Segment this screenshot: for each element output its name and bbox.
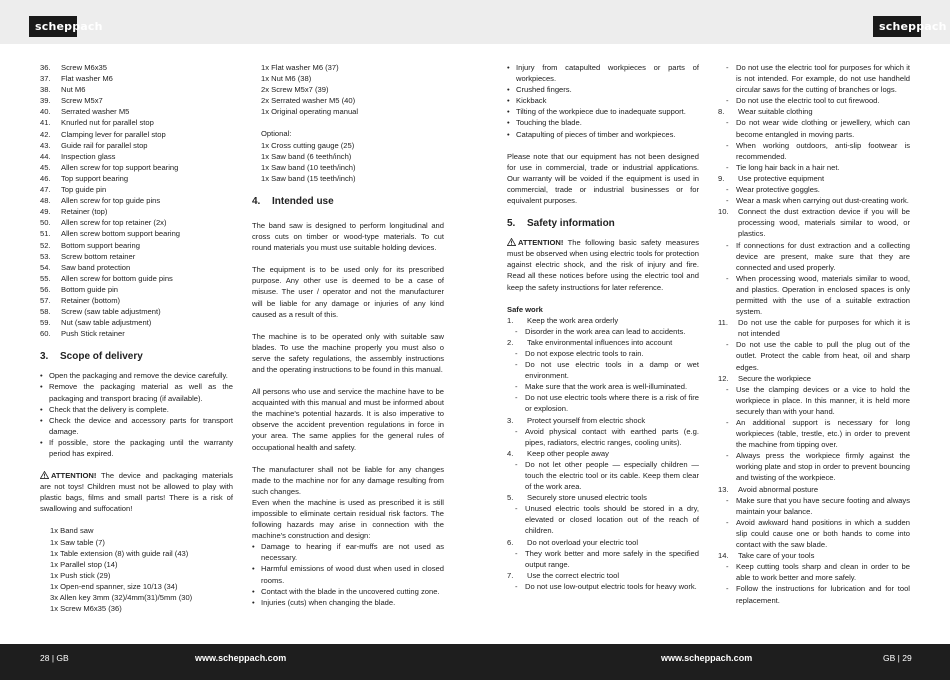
part-number: 55. <box>40 273 51 283</box>
commercial-use-note: Please note that our equipment has not been designed for use in commercial, trade or industrial applications. Our warranty will be voided if the equipment is used in commercial, trade or industrial businesses or for equivalent purposes. <box>507 151 699 206</box>
safety-rule <box>507 570 699 581</box>
part-number: 43. <box>40 140 51 150</box>
safety-rule-number: 10. <box>718 207 729 217</box>
delivery-list-continued <box>252 62 444 117</box>
hazard-item: • Touching the blade. <box>507 117 699 128</box>
scope-bullet: • Remove the packaging material as well as the packaging and transport bracing (if available). <box>40 381 233 403</box>
hazard-item: • Damage to hearing if ear-muffs are not used as necessary. <box>252 541 444 563</box>
safety-rule <box>507 448 699 459</box>
parts-list-item <box>40 317 233 328</box>
part-number: 47. <box>40 185 51 195</box>
safety-rule-number: 6. <box>507 537 514 547</box>
delivery-item: 1x Table extension (8) with guide rail (43) <box>50 548 189 558</box>
part-number: 45. <box>40 162 51 172</box>
safety-rule <box>507 537 699 548</box>
part-name: Bottom guide pin <box>61 284 118 294</box>
scope-bullet-list <box>40 370 233 459</box>
delivery-item: 1x Nut M6 (38) <box>261 74 312 84</box>
parts-list-item <box>40 262 233 273</box>
parts-list-item <box>40 106 233 117</box>
parts-list-item <box>40 117 233 128</box>
safety-rule <box>507 492 699 503</box>
parts-list-item <box>40 284 233 295</box>
column-4 <box>718 62 910 606</box>
safety-rule-title: Do not use the cable for purposes for which it is not intended <box>738 318 910 339</box>
safety-rule <box>718 106 910 117</box>
delivery-item: 1x Saw table (7) <box>50 537 105 547</box>
footer-bar <box>0 644 950 680</box>
part-name: Top guide pin <box>61 185 107 195</box>
column-1 <box>40 62 233 614</box>
hazard-item: • Harmful emissions of wood dust when used in closed rooms. <box>252 563 444 585</box>
safety-rule-title: Protect yourself from electric shock <box>527 415 646 425</box>
part-name: Allen screw for top guide pins <box>61 196 161 206</box>
part-number: 48. <box>40 196 51 206</box>
part-name: Flat washer M6 <box>61 74 113 84</box>
footer-url-left[interactable]: www.scheppach.com <box>195 653 287 663</box>
warning-icon <box>40 471 49 479</box>
safety-rule-title: Do not overload your electric tool <box>527 537 639 547</box>
column-3 <box>507 62 699 592</box>
safety-rule-number: 7. <box>507 570 514 580</box>
safety-rule <box>718 206 910 239</box>
safety-rule-number: 11. <box>718 318 728 328</box>
safety-rule-number: 9. <box>718 173 725 183</box>
part-name: Screw M5x7 <box>61 96 103 106</box>
safety-rule <box>507 337 699 348</box>
parts-list-item <box>40 195 233 206</box>
parts-list-item <box>40 184 233 195</box>
part-number: 46. <box>40 173 51 183</box>
part-number: 50. <box>40 218 51 228</box>
hazard-item: • Tilting of the workpiece due to inadequate support. <box>507 106 699 117</box>
safety-rule-title: Securely store unused electric tools <box>527 493 647 503</box>
intended-paragraph-1: The band saw is designed to perform longitudinal and cross cuts on timber or wood-type materials. To cut round materials you must use suitable holding devices. <box>252 220 444 253</box>
safety-rule-number: 5. <box>507 493 514 503</box>
safety-rule-detail: - Unused electric tools should be stored in a dry, elevated or closed location out of the reach of children. <box>507 503 699 536</box>
part-number: 36. <box>40 63 51 72</box>
optional-item: 1x Saw band (15 teeth/inch) <box>261 173 356 183</box>
hazard-item: • Kickback <box>507 95 699 106</box>
scheppach-logo-left: scheppach <box>29 16 77 37</box>
safety-rule-detail: - Wear protective goggles. <box>718 184 910 195</box>
delivery-item: 1x Band saw <box>50 526 94 536</box>
safety-rule-detail: - When processing wood, materials similar to wood, and plastics. Operation in enclosed spaces is only permitted with the use of a suitable extraction system. <box>718 273 910 317</box>
part-number: 57. <box>40 295 51 305</box>
attention-notice: ATTENTION! The device and packaging materials are not toys! Children must not be allowed to play with plastic bags, films and small parts! There is a risk of swallowing and suffocation! <box>40 471 233 514</box>
parts-list <box>40 62 233 339</box>
delivery-item: 1x Flat washer M6 (37) <box>261 63 339 72</box>
delivery-item: 1x Open-end spanner, size 10/13 (34) <box>50 581 178 591</box>
intended-paragraph-6: Even when the machine is used as prescribed it is still impossible to eliminate certain residual risk factors. The following hazards may arise in connection with the machine's construction and design: <box>252 497 444 541</box>
safety-rule-title: Keep other people away <box>527 448 609 458</box>
parts-list-item <box>40 140 233 151</box>
hazard-item: • Injury from catapulted workpieces or parts of workpieces. <box>507 62 699 84</box>
scope-bullet: • Open the packaging and remove the device carefully. <box>40 370 233 381</box>
safety-rule <box>718 373 910 384</box>
part-name: Allen screw for top support bearing <box>61 162 179 172</box>
intended-paragraph-3: The machine is to be operated only with suitable saw blades. To use the machine properly you must also o serve the safety regulations, the assembly instructions and the operating instructions to be found in this manual. <box>252 331 444 374</box>
delivery-item: 1x Push stick (29) <box>50 570 111 580</box>
part-name: Nut M6 <box>61 85 86 95</box>
part-number: 53. <box>40 251 51 261</box>
scheppach-logo-right: scheppach <box>873 16 921 37</box>
safety-rule-list-continued <box>718 106 910 605</box>
section-heading-safety: 5. Safety information <box>507 218 615 230</box>
delivery-list <box>40 525 233 614</box>
safety-rule-title: Keep the work area orderly <box>527 315 619 325</box>
intended-paragraph-2: The equipment is to be used only for its prescribed purpose. Any other use is deemed to be a case of misuse. The user / operator and not the manufacturer will be liable for any damage or injuries of any kind caused as a result of this. <box>252 265 444 319</box>
parts-list-item <box>40 84 233 95</box>
optional-item: 1x Cross cutting gauge (25) <box>261 140 355 150</box>
parts-list-item <box>40 306 233 317</box>
safety-rule-number: 1. <box>507 315 514 325</box>
part-name: Retainer (bottom) <box>61 295 121 305</box>
safety-rule-detail: - Do not use the electric tool for purposes for which it is not intended. For example, do not use handheld circular saws for the cutting of branches or logs. <box>718 62 910 95</box>
delivery-item: 1x Screw M6x35 (36) <box>50 604 122 614</box>
part-number: 38. <box>40 85 51 95</box>
part-name: Inspection glass <box>61 151 116 161</box>
safety-rule-number: 14. <box>718 551 729 561</box>
safety-rule-title: Secure the workpiece <box>738 373 812 383</box>
safety-rule-title: Wear suitable clothing <box>738 107 813 117</box>
safety-rule-detail: - Make sure that the work area is well-illuminated. <box>507 381 699 392</box>
delivery-item: 1x Parallel stop (14) <box>50 559 118 569</box>
safety-rule <box>718 550 910 561</box>
safety-rule-title: Connect the dust extraction device if you will be processing wood, materials similar to wood, or plastics. <box>738 207 910 239</box>
safety-rule-number: 8. <box>718 107 725 117</box>
delivery-item: 2x Screw M5x7 (39) <box>261 85 329 95</box>
hazard-item: • Contact with the blade in the uncovered cutting zone. <box>252 586 444 597</box>
safety-rule-detail: - Follow the instructions for lubrication and for tool replacement. <box>718 583 910 605</box>
part-number: 37. <box>40 74 51 84</box>
part-number: 39. <box>40 96 51 106</box>
safety-rule-detail: - Do not use low-output electric tools for heavy work. <box>507 581 699 592</box>
part-number: 40. <box>40 107 51 117</box>
scope-bullet: • Check the device and accessory parts for transport damage. <box>40 415 233 437</box>
parts-list-item <box>40 73 233 84</box>
parts-list-item <box>40 251 233 262</box>
part-name: Saw band protection <box>61 262 131 272</box>
safety-attention-notice: ATTENTION! The following basic safety measures must be observed when using electric tools for protection against electric shock, and the risk of injury and fire. Read all these notices before using the electric tool and keep the safety instructions for later reference. <box>507 238 699 292</box>
part-number: 41. <box>40 118 51 128</box>
optional-item: 1x Saw band (10 teeth/inch) <box>261 162 356 172</box>
part-number: 59. <box>40 318 51 328</box>
safety-rule-detail: - Tie long hair back in a hair net. <box>718 162 910 173</box>
safety-rule-detail: - Always press the workpiece firmly against the working plate and stop in order to prevent bouncing and twisting of the workpiece. <box>718 450 910 483</box>
safety-rule-number: 4. <box>507 448 514 458</box>
part-name: Serrated washer M5 <box>61 107 130 117</box>
hazard-item: • Injuries (cuts) when changing the blade. <box>252 597 444 608</box>
safety-rule-detail: - An additional support is necessary for long workpieces (table, trestle, etc.) in order to prevent the machine from tipping over. <box>718 417 910 450</box>
safety-rule <box>718 317 910 339</box>
parts-list-item <box>40 273 233 284</box>
safety-rule <box>718 484 910 495</box>
part-number: 44. <box>40 151 51 161</box>
delivery-item: 1x Original operating manual <box>261 107 359 117</box>
safety-rule-detail: - Avoid physical contact with earthed parts (e.g. pipes, radiators, electric ranges, cooling units). <box>507 426 699 448</box>
part-name: Allen screw for bottom guide pins <box>61 273 173 283</box>
header-band <box>0 0 950 44</box>
safety-rule-detail: - Do not use electric tools in a damp or wet environment. <box>507 359 699 381</box>
safety-rule-number: 13. <box>718 484 729 494</box>
parts-list-item <box>40 129 233 140</box>
part-name: Nut (saw table adjustment) <box>61 318 152 328</box>
part-number: 54. <box>40 262 51 272</box>
safety-rule-detail: - Disorder in the work area can lead to accidents. <box>507 326 699 337</box>
safety-rule-list-lead <box>718 62 910 106</box>
safe-work-heading: Safe work <box>507 304 543 314</box>
optional-label: Optional: <box>261 129 292 139</box>
safety-rule-number: 2. <box>507 337 514 347</box>
safety-rule <box>507 415 699 426</box>
parts-list-item <box>40 217 233 228</box>
safety-rule-detail: - Do not use the cable to pull the plug out of the outlet. Protect the cable from heat, oil and sharp edges. <box>718 339 910 372</box>
part-name: Top support bearing <box>61 173 129 183</box>
parts-list-item <box>40 228 233 239</box>
intended-paragraph-5: The manufacturer shall not be liable for any changes made to the machine nor for any damage resulting from such changes. <box>252 464 444 496</box>
part-name: Bottom support bearing <box>61 240 140 250</box>
part-number: 49. <box>40 207 51 217</box>
scope-bullet: • If possible, store the packaging until the warranty period has expired. <box>40 437 233 459</box>
safety-rule-number: 12. <box>718 373 729 383</box>
part-name: Retainer (top) <box>61 207 108 217</box>
page-number-right: GB | 29 <box>883 653 912 663</box>
parts-list-item <box>40 328 233 339</box>
safety-rule-title: Avoid abnormal posture <box>738 484 819 494</box>
safety-rule-detail: - Do not use electric tools where there is a risk of fire or explosion. <box>507 392 699 414</box>
part-number: 60. <box>40 329 51 339</box>
part-name: Allen screw for top retainer (2x) <box>61 218 167 228</box>
safety-rule-detail: - Use the clamping devices or a vice to hold the workpiece in place. In this manner, it is held more securely than with your hand. <box>718 384 910 417</box>
section-heading-intended-use: 4. Intended use <box>252 195 334 207</box>
safety-rule-detail: - If connections for dust extraction and a collecting device are present, make sure that they are connected and used properly. <box>718 240 910 273</box>
parts-list-item <box>40 151 233 162</box>
safety-rule <box>507 315 699 326</box>
safety-rule-detail: - Do not expose electric tools to rain. <box>507 348 699 359</box>
safety-rule-title: Use the correct electric tool <box>527 570 620 580</box>
parts-list-item <box>40 173 233 184</box>
hazard-item: • Catapulting of pieces of timber and workpieces. <box>507 129 699 140</box>
part-name: Allen screw bottom support bearing <box>61 229 181 239</box>
safety-rule-detail: - When working outdoors, anti-slip footwear is recommended. <box>718 140 910 162</box>
scope-bullet: • Check that the delivery is complete. <box>40 404 233 415</box>
parts-list-item <box>40 240 233 251</box>
part-name: Push Stick retainer <box>61 329 125 339</box>
parts-list-item <box>40 95 233 106</box>
safety-rule-detail: - Do not use the electric tool to cut firewood. <box>718 95 910 106</box>
hazard-list-continued <box>507 62 699 140</box>
part-number: 52. <box>40 240 51 250</box>
parts-list-item <box>40 295 233 306</box>
safety-rule-detail: - Wear a mask when carrying out dust-creating work. <box>718 195 910 206</box>
safety-rule-title: Take environmental influences into account <box>527 337 673 347</box>
safety-rule-detail: - Avoid awkward hand positions in which a sudden slip could cause one or both hands to come into contact with the saw blade. <box>718 517 910 550</box>
safety-rule-number: 3. <box>507 415 514 425</box>
safety-rule-detail: - Do not let other people — especially children — touch the electric tool or its cable. Keep them clear of the work area. <box>507 459 699 492</box>
section-heading-scope: 3. Scope of delivery <box>40 351 143 363</box>
optional-item: 1x Saw band (6 teeth/inch) <box>261 151 352 161</box>
delivery-item: 2x Serrated washer M5 (40) <box>261 96 356 106</box>
page-number-left: 28 | GB <box>40 653 69 663</box>
optional-list <box>252 140 444 184</box>
parts-list-item <box>40 206 233 217</box>
warning-icon <box>507 238 516 246</box>
part-name: Screw (saw table adjustment) <box>61 307 161 317</box>
part-number: 42. <box>40 129 51 139</box>
safety-rule-title: Use protective equipment <box>738 173 825 183</box>
part-name: Knurled nut for parallel stop <box>61 118 154 128</box>
safety-rule-detail: - Do not wear wide clothing or jewellery, which can become entangled in moving parts. <box>718 117 910 139</box>
part-number: 58. <box>40 307 51 317</box>
part-number: 51. <box>40 229 51 239</box>
safety-rule-detail: - Keep cutting tools sharp and clean in order to be able to work better and more safely. <box>718 561 910 583</box>
part-number: 56. <box>40 284 51 294</box>
part-name: Clamping lever for parallel stop <box>61 129 166 139</box>
hazard-list <box>252 541 444 608</box>
delivery-item: 3x Allen key 3mm (32)/4mm(31)/5mm (30) <box>50 593 193 603</box>
part-name: Screw M6x35 <box>61 63 108 72</box>
intended-paragraph-4: All persons who use and service the machine have to be acquainted with this manual and must be informed about the machine's potential hazards. It is also imperative to observe the accident prevention regulations in force in your area. The same applies for the general rules of occupational health and safety. <box>252 387 444 452</box>
safety-rule-detail: - Make sure that you have secure footing and always maintain your balance. <box>718 495 910 517</box>
safety-rule <box>718 173 910 184</box>
safety-rule-list <box>507 315 699 592</box>
part-name: Screw bottom retainer <box>61 251 136 261</box>
safety-rule-detail: - They work better and more safely in the specified output range. <box>507 548 699 570</box>
column-2 <box>252 62 444 608</box>
part-name: Guide rail for parallel stop <box>61 140 148 150</box>
parts-list-item <box>40 162 233 173</box>
safety-rule-title: Take care of your tools <box>738 551 815 561</box>
footer-url-right[interactable]: www.scheppach.com <box>661 653 753 663</box>
hazard-item: • Crushed fingers. <box>507 84 699 95</box>
parts-list-item <box>40 62 233 73</box>
